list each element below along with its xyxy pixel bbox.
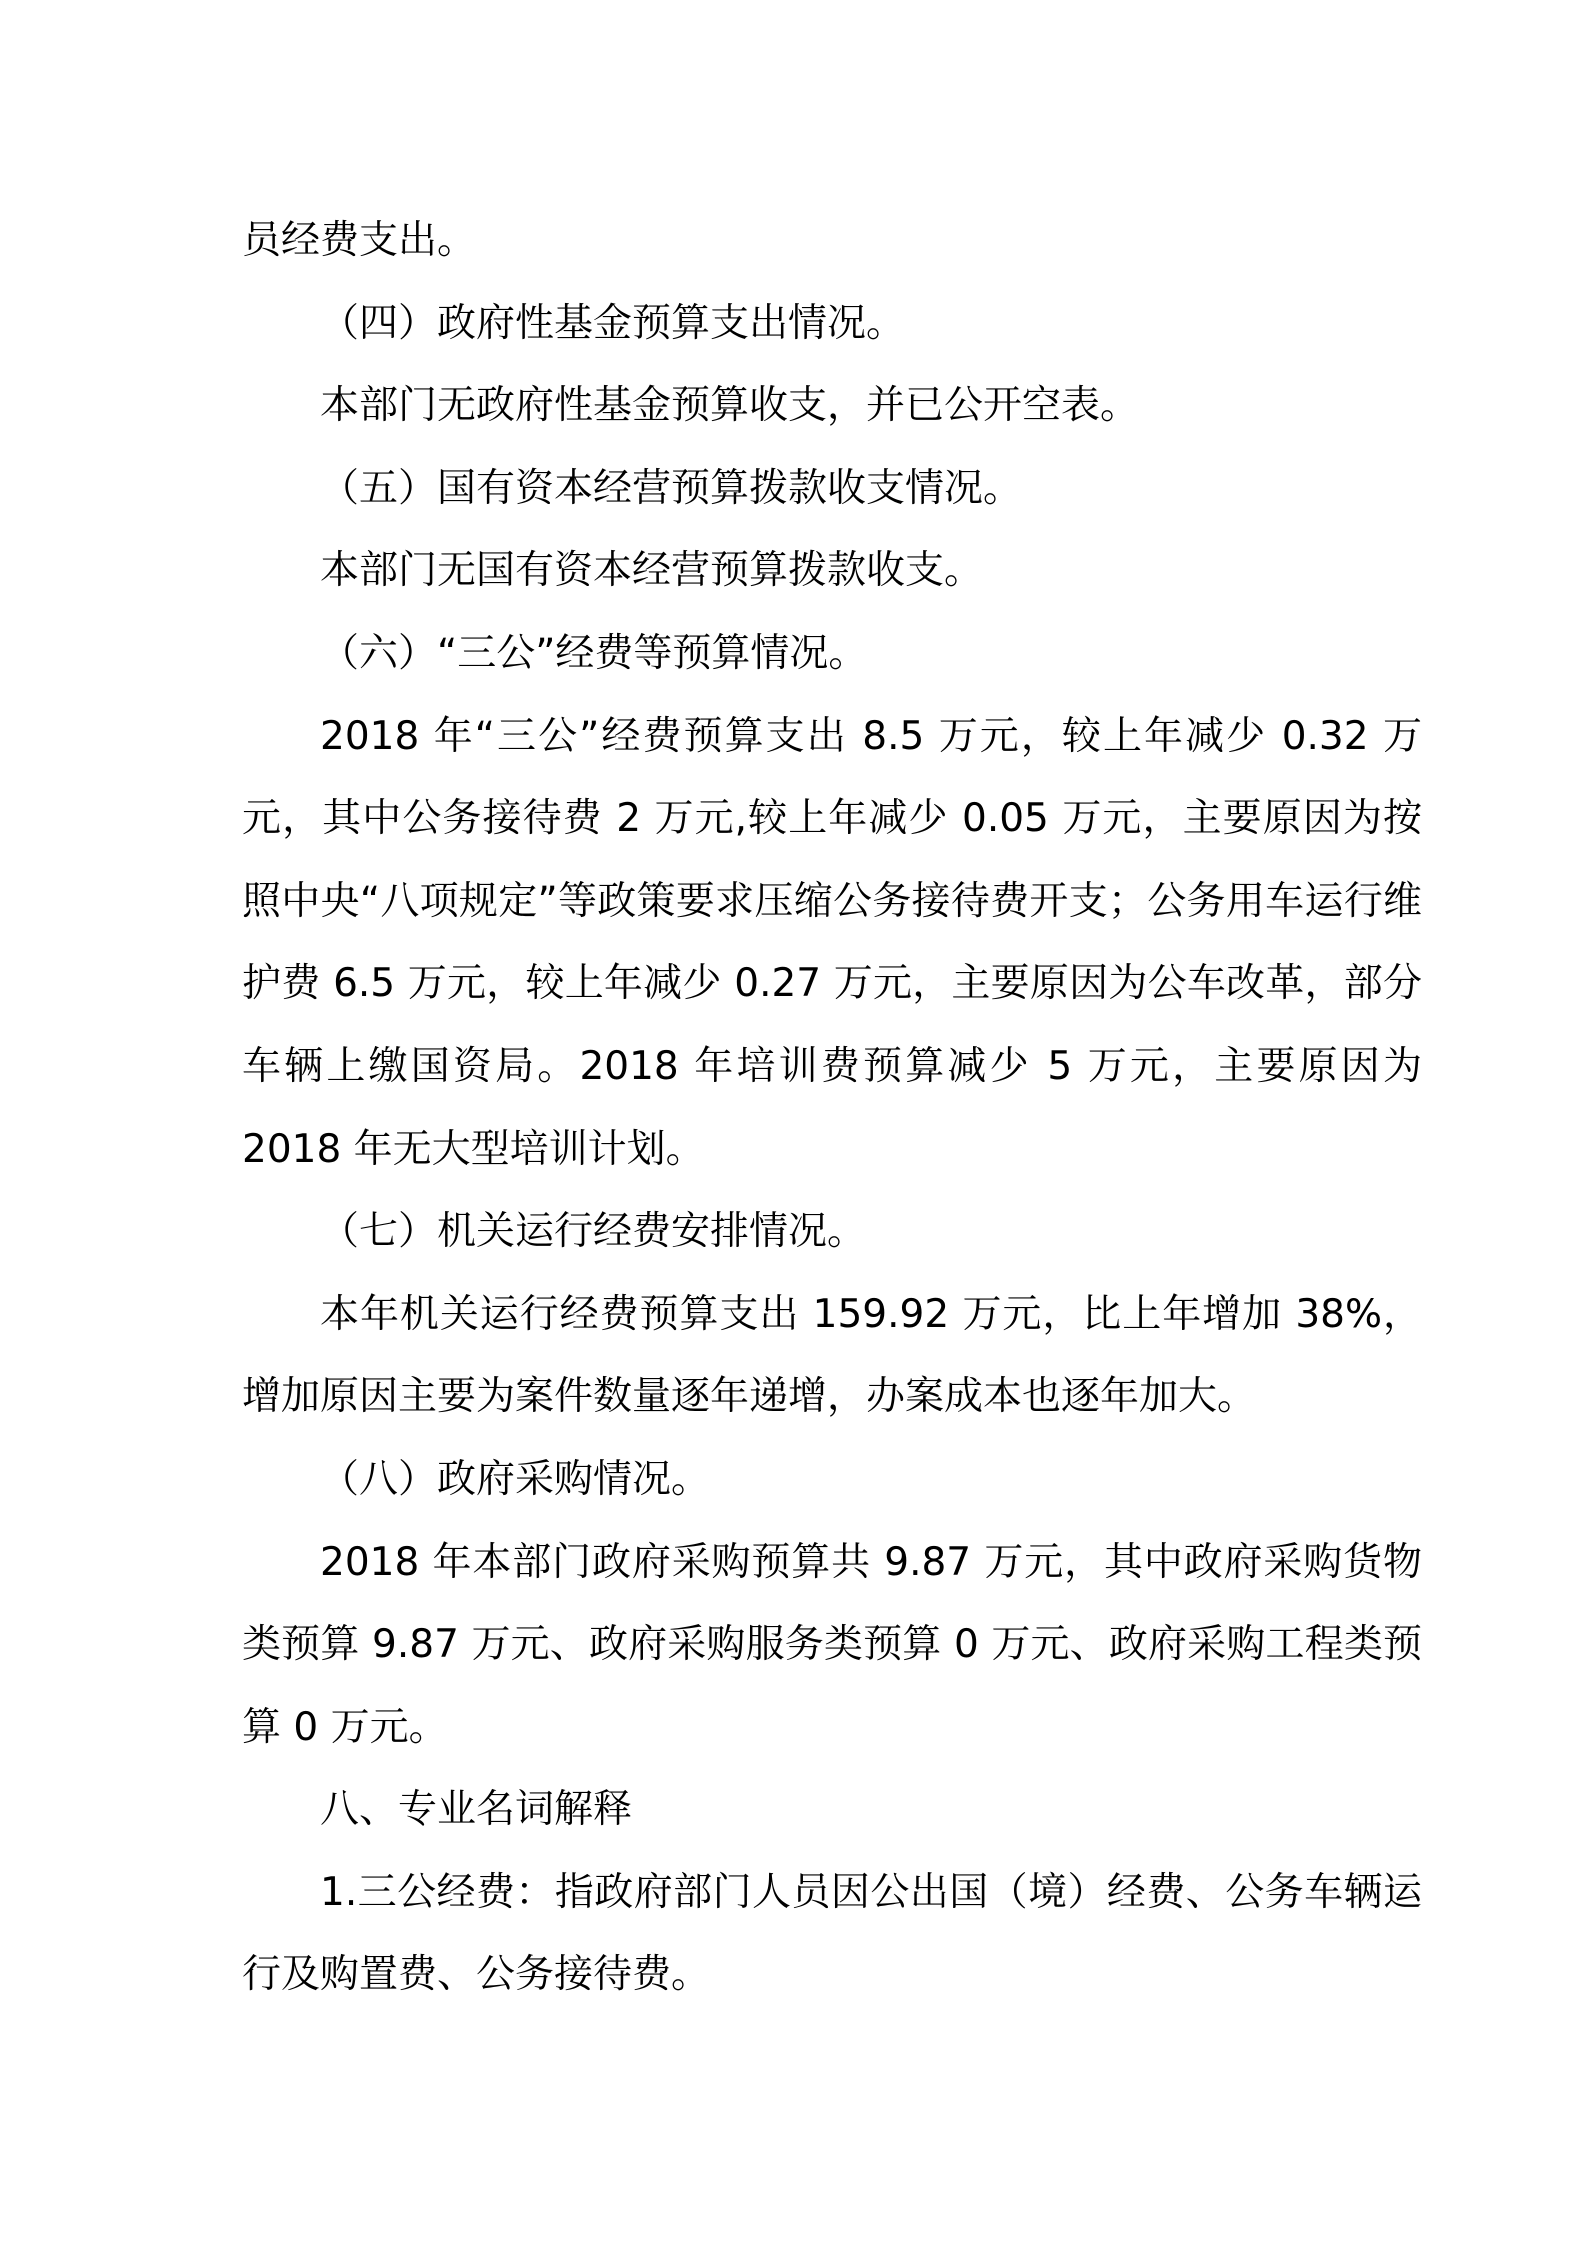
paragraph-gov-fund: 本部门无政府性基金预算收支，并已公开空表。 — [320, 383, 1140, 429]
section-heading-4: （四）政府性基金预算支出情况。 — [320, 300, 906, 346]
section-heading-7: （七）机关运行经费安排情况。 — [320, 1209, 867, 1255]
paragraph-three-public: 2018 年“三公”经费预算支出 8.5 万元，较上年减少 0.32 万元，其中公务接待费 2 万元,较上年减少 0.05 万元，主要原因为按照中央“八项规定”等政策要求压缩公务接待费开支；公务用车运行维护费 6.5 万元，较上年减少 0.27 万元，主要原因为公车改革，部分车辆上缴国资局。2018 年培训费预算减少 5 万元，主要原因为 2018 年无大型培训计划。 — [242, 713, 1422, 1172]
chapter-heading-glossary: 八、专业名词解释 — [320, 1787, 633, 1833]
section-heading-6: （六）“三公”经费等预算情况。 — [320, 630, 868, 676]
paragraph-state-capital: 本部门无国有资本经营预算拨款收支。 — [320, 548, 984, 594]
glossary-item-1: 1.三公经费：指政府部门人员因公出国（境）经费、公务车辆运行及购置费、公务接待费。 — [242, 1869, 1422, 1998]
section-heading-5: （五）国有资本经营预算拨款收支情况。 — [320, 465, 1023, 511]
body-text — [242, 200, 1422, 2017]
paragraph-procurement: 2018 年本部门政府采购预算共 9.87 万元，其中政府采购货物类预算 9.87 万元、政府采购服务类预算 0 万元、政府采购工程类预算 0 万元。 — [242, 1539, 1422, 1750]
section-heading-8: （八）政府采购情况。 — [320, 1456, 711, 1502]
paragraph-operating-cost: 本年机关运行经费预算支出 159.92 万元，比上年增加 38%，增加原因主要为案件数量逐年递增，办案成本也逐年加大。 — [242, 1291, 1422, 1420]
paragraph-continuation: 员经费支出。 — [242, 218, 477, 263]
